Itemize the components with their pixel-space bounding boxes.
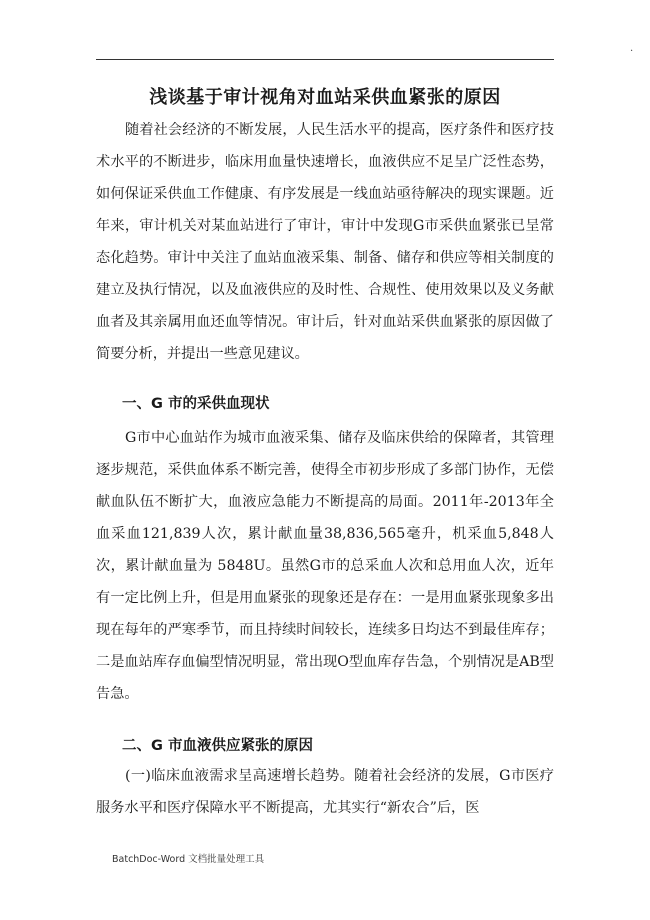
footer-label: BatchDoc-Word 文档批量处理工具 <box>112 854 265 865</box>
header-rule <box>96 59 554 60</box>
document-title: 浅谈基于审计视角对血站采供血紧张的原因 <box>149 87 501 108</box>
section-2-paragraph: (一)临床血液需求呈高速增长趋势。随着社会经济的发展，G市医疗服务水平和医疗保障水平不断提高，尤其实行“新农合”后，医 <box>96 768 554 816</box>
section-1-heading: 一、G 市的采供血现状 <box>122 396 270 412</box>
intro-paragraph: 随着社会经济的不断发展，人民生活水平的提高，医疗条件和医疗技术水平的不断进步，临床用血量快速增长，血液供应不足呈广泛性态势，如何保证采供血工作健康、有序发展是一线血站亟待解决的现实课题。近年来，审计机关对某血站进行了审计，审计中发现G市采供血紧张已呈常态化趋势。审计中关注了血站血液采集、制备、储存和供应等相关制度的建立及执行情况，以及血液供应的及时性、合规性、使用效果以及义务献血者及其亲属用血还血等情况。审计后，针对血站采供血紧张的原因做了简要分析，并提出一些意见建议。 <box>96 122 554 362</box>
header-mark: . <box>630 43 634 54</box>
section-2-heading: 二、G 市血液供应紧张的原因 <box>122 738 313 754</box>
section-1-paragraph: G市中心血站作为城市血液采集、储存及临床供给的保障者，其管理逐步规范，采供血体系不断完善，使得全市初步形成了多部门协作，无偿献血队伍不断扩大，血液应急能力不断提高的局面。2011年-2013年全血采血121,839人次，累计献血量38,836,565毫升，机采血5,848人次，累计献血量为 5848U。虽然G市的总采血人次和总用血人次，近年有一定比例上升，但是用血紧张的现象还是存在：一是用血紧张现象多出现在每年的严寒季节，而且持续时间较长，连续多日均达不到最佳库存；二是血站库存血偏型情况明显，常出现O型血库存告急，个别情况是AB型告急。 <box>96 430 554 702</box>
